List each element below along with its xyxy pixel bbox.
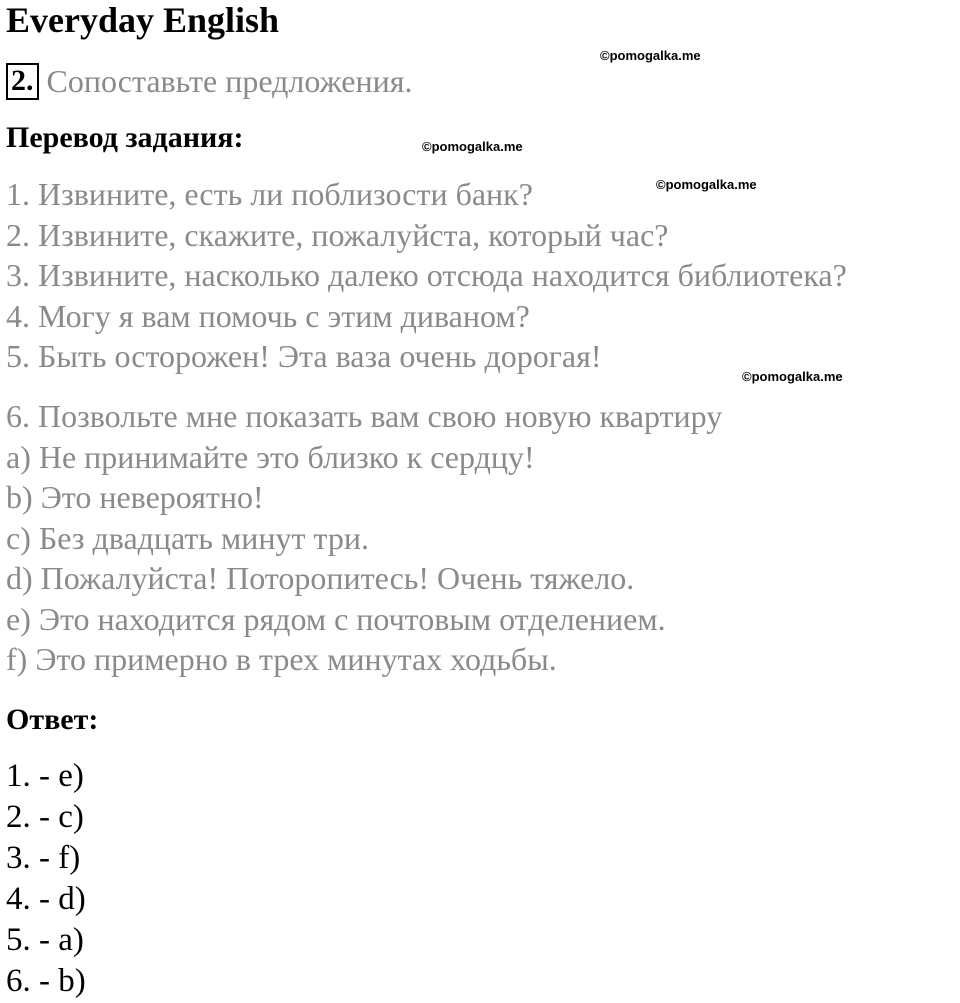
answer-item: 2. - c): [6, 799, 84, 835]
list-item: 5. Быть осторожен! Эта ваза очень дорогая!: [6, 338, 602, 374]
task-header: [6, 60, 412, 102]
watermark: ©pomogalka.me: [742, 369, 843, 384]
answer-heading: Ответ:: [6, 703, 99, 736]
list-item: 1. Извините, есть ли поблизости банк?: [6, 176, 533, 212]
list-item: 6. Позвольте мне показать вам свою новую квартиру: [6, 398, 723, 434]
list-item: c) Без двадцать минут три.: [6, 519, 369, 556]
answer-item: 4. - d): [6, 881, 86, 917]
watermark: ©pomogalka.me: [656, 177, 757, 192]
task-instruction: Сопоставьте предложения.: [46, 63, 413, 99]
translation-heading: Перевод задания:: [6, 121, 244, 154]
task-number-badge: 2.: [6, 63, 39, 100]
list-item: f) Это примерно в трех минутах ходьбы.: [6, 641, 557, 677]
answer-item: 6. - b): [6, 963, 86, 999]
list-item: 3. Извините, насколько далеко отсюда находится библиотека?: [6, 257, 847, 293]
page-title: Everyday English: [6, 0, 280, 40]
list-item: d) Пожалуйста! Поторопитесь! Очень тяжело.: [6, 560, 635, 596]
list-item: 2. Извините, скажите, пожалуйста, который час?: [6, 216, 669, 253]
answer-item: 1. - e): [6, 758, 84, 794]
sentence-response-list: [6, 396, 722, 680]
watermark: ©pomogalka.me: [600, 48, 701, 63]
watermark: ©pomogalka.me: [422, 139, 523, 154]
answer-list: [6, 756, 86, 1002]
list-item: 4. Могу я вам помочь с этим диваном?: [6, 297, 530, 334]
list-item: a) Не принимайте это близко к сердцу!: [6, 438, 535, 475]
list-item: e) Это находится рядом с почтовым отделением.: [6, 600, 666, 637]
list-item: b) Это невероятно!: [6, 479, 264, 515]
sentence-list: [6, 174, 847, 377]
answer-item: 5. - a): [6, 922, 84, 958]
answer-item: 3. - f): [6, 840, 81, 876]
